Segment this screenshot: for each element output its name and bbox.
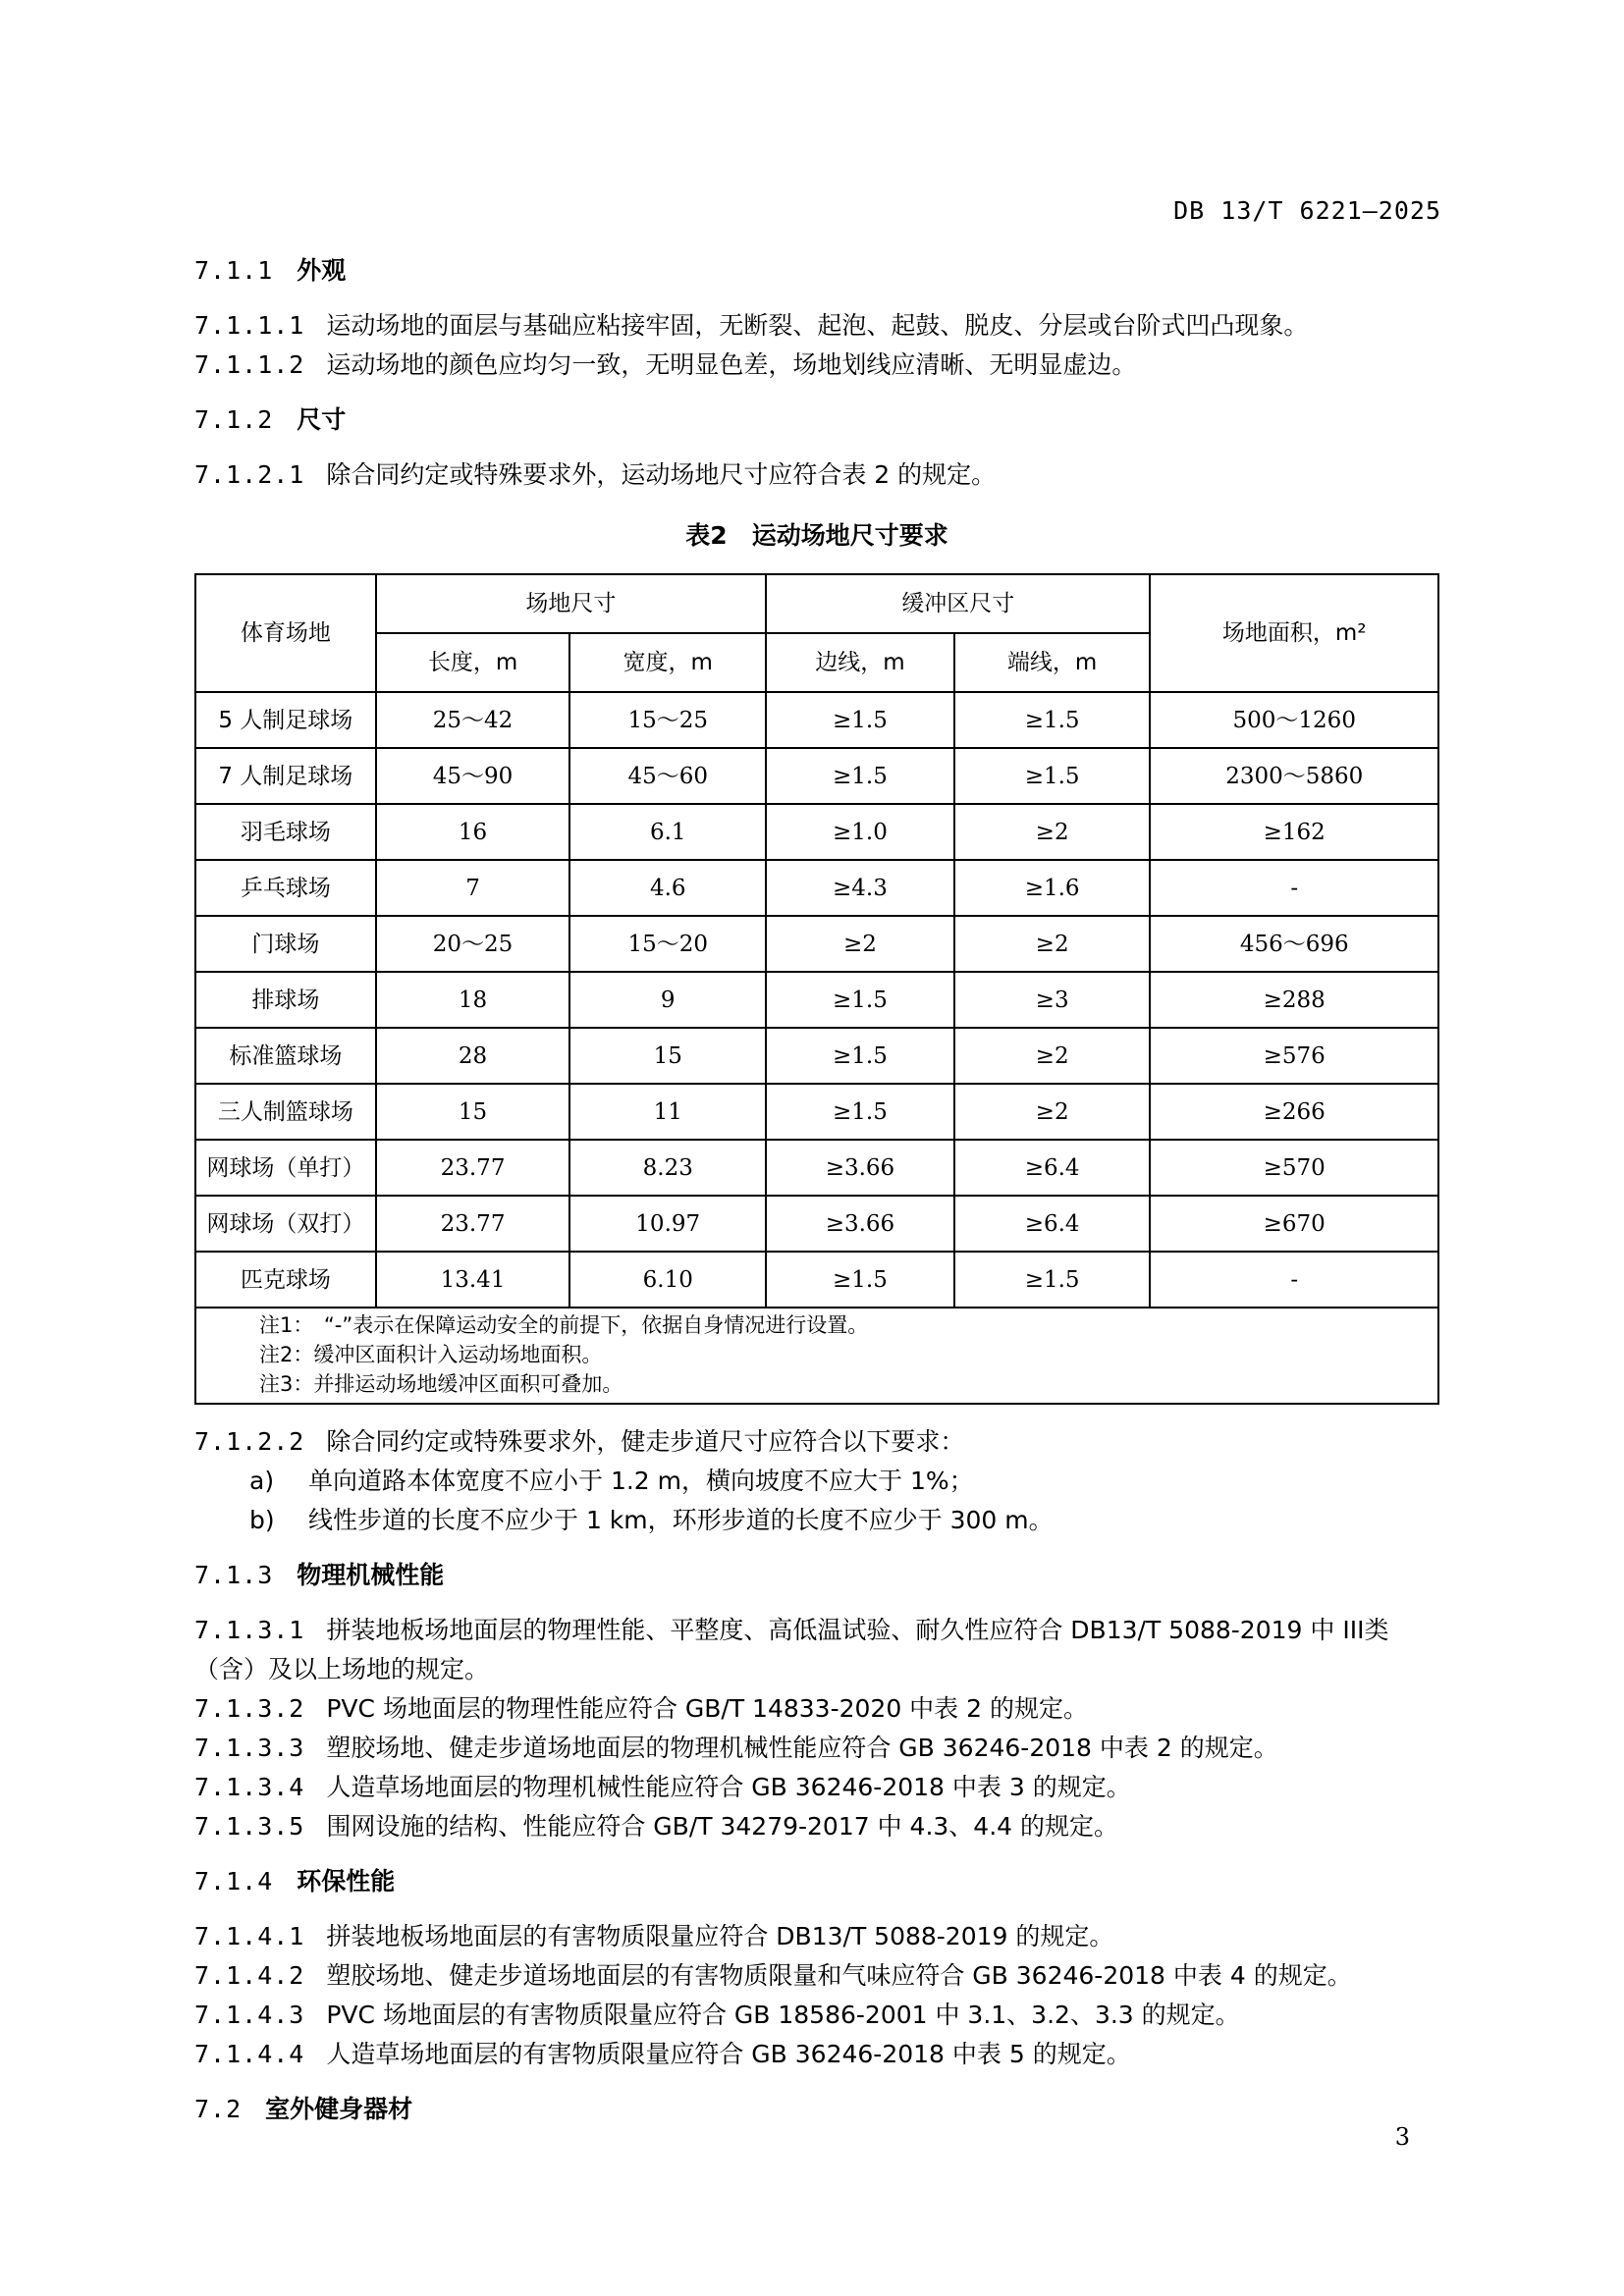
clause-text: PVC 场地面层的物理性能应符合 GB/T 14833-2020 中表 2 的规定。 — [326, 1694, 1088, 1723]
venue-cell: 标准篮球场 — [195, 1028, 376, 1084]
header-length: 长度，m — [376, 633, 570, 692]
sideline-cell: ≥1.5 — [766, 748, 954, 804]
section-number: 7.2 — [194, 2095, 243, 2123]
endline-cell: ≥1.5 — [954, 748, 1151, 804]
clause-number: 7.1.4.4 — [194, 2040, 305, 2068]
width-cell: 15～25 — [569, 692, 766, 748]
table-note: 注3：并排运动场地缓冲区面积可叠加。 — [259, 1372, 623, 1396]
clause-text: 除合同约定或特殊要求外，运动场地尺寸应符合表 2 的规定。 — [326, 460, 997, 489]
venue-cell: 门球场 — [195, 916, 376, 972]
header-sideline: 边线，m — [766, 633, 954, 692]
table-row — [195, 916, 1438, 972]
length-cell: 28 — [376, 1028, 570, 1084]
width-cell: 6.10 — [569, 1252, 766, 1308]
header-buffer-size: 缓冲区尺寸 — [766, 574, 1150, 633]
list-marker: b) — [249, 1506, 275, 1534]
area-cell: ≥670 — [1150, 1196, 1438, 1252]
area-cell: 2300～5860 — [1150, 748, 1438, 804]
clause-7-1-3-5 — [194, 1807, 1439, 1846]
table-row — [195, 1140, 1438, 1196]
header-venue: 体育场地 — [195, 574, 376, 692]
clause-text: 拼装地板场地面层的有害物质限量应符合 DB13/T 5088-2019 的规定。 — [326, 1922, 1114, 1950]
endline-cell: ≥6.4 — [954, 1140, 1151, 1196]
width-cell: 45～60 — [569, 748, 766, 804]
clause-text: 运动场地的面层与基础应粘接牢固，无断裂、起泡、起鼓、脱皮、分层或台阶式凹凸现象。 — [326, 311, 1309, 340]
sideline-cell: ≥3.66 — [766, 1196, 954, 1252]
endline-cell: ≥2 — [954, 1028, 1151, 1084]
venue-size-table — [194, 573, 1439, 1405]
section-heading-7-1-4 — [194, 1862, 1439, 1901]
width-cell: 9 — [569, 972, 766, 1028]
sideline-cell: ≥1.5 — [766, 1252, 954, 1308]
width-cell: 11 — [569, 1084, 766, 1140]
length-cell: 23.77 — [376, 1196, 570, 1252]
clause-7-1-2-1 — [194, 455, 1439, 495]
section-title: 物理机械性能 — [297, 1561, 445, 1589]
venue-cell: 乒乓球场 — [195, 860, 376, 916]
table-notes — [195, 1308, 1438, 1404]
table-note: 注1： “-”表示在保障运动安全的前提下，依据自身情况进行设置。 — [259, 1313, 869, 1337]
clause-text: 除合同约定或特殊要求外，健走步道尺寸应符合以下要求： — [326, 1427, 965, 1456]
clause-number: 7.1.4.2 — [194, 1961, 305, 1990]
clause-7-1-4-3 — [194, 1996, 1439, 2035]
document-body — [194, 251, 1439, 2145]
table-row — [195, 748, 1438, 804]
table-row — [195, 1028, 1438, 1084]
area-cell: ≥576 — [1150, 1028, 1438, 1084]
clause-7-1-3-4 — [194, 1768, 1439, 1807]
clause-text: 塑胶场地、健走步道场地面层的物理机械性能应符合 GB 36246-2018 中表 2 的规定。 — [326, 1734, 1278, 1762]
length-cell: 20～25 — [376, 916, 570, 972]
table-row — [195, 692, 1438, 748]
clause-text: 人造草场地面层的物理机械性能应符合 GB 36246-2018 中表 3 的规定。 — [326, 1773, 1131, 1801]
width-cell: 4.6 — [569, 860, 766, 916]
table-note: 注2：缓冲区面积计入运动场地面积。 — [259, 1343, 603, 1366]
list-text: 线性步道的长度不应少于 1 km，环形步道的长度不应少于 300 m。 — [308, 1506, 1054, 1534]
clause-text: 运动场地的颜色应均匀一致，无明显色差，场地划线应清晰、无明显虚边。 — [326, 350, 1137, 379]
clause-7-1-3-3 — [194, 1729, 1439, 1768]
length-cell: 15 — [376, 1084, 570, 1140]
section-title: 室外健身器材 — [265, 2095, 413, 2123]
sideline-cell: ≥4.3 — [766, 860, 954, 916]
section-number: 7.1.3 — [194, 1561, 274, 1589]
venue-cell: 网球场（单打） — [195, 1140, 376, 1196]
clause-text: 围网设施的结构、性能应符合 GB/T 34279-2017 中 4.3、4.4 的规定。 — [326, 1812, 1119, 1841]
list-item-b — [194, 1501, 1439, 1540]
sideline-cell: ≥1.5 — [766, 692, 954, 748]
clause-text: 拼装地板场地面层的物理性能、平整度、高低温试验、耐久性应符合 DB13/T 5088-2019 中 III类（含）及以上场地的规定。 — [194, 1616, 1389, 1683]
endline-cell: ≥2 — [954, 916, 1151, 972]
clause-number: 7.1.4.3 — [194, 2001, 305, 2029]
clause-number: 7.1.2.1 — [194, 460, 305, 489]
section-heading-7-1-3 — [194, 1556, 1439, 1595]
clause-7-1-1-2 — [194, 346, 1439, 385]
header-field-size: 场地尺寸 — [376, 574, 766, 633]
length-cell: 18 — [376, 972, 570, 1028]
clause-7-1-2-2 — [194, 1422, 1439, 1462]
clause-text: 人造草场地面层的有害物质限量应符合 GB 36246-2018 中表 5 的规定。 — [326, 2040, 1131, 2068]
area-cell: ≥266 — [1150, 1084, 1438, 1140]
clause-text: PVC 场地面层的有害物质限量应符合 GB 18586-2001 中 3.1、3.2、3.3 的规定。 — [326, 2001, 1240, 2029]
area-cell: 500～1260 — [1150, 692, 1438, 748]
length-cell: 13.41 — [376, 1252, 570, 1308]
clause-number: 7.1.3.2 — [194, 1694, 305, 1723]
clause-number: 7.1.4.1 — [194, 1922, 305, 1950]
width-cell: 15 — [569, 1028, 766, 1084]
length-cell: 45～90 — [376, 748, 570, 804]
endline-cell: ≥3 — [954, 972, 1151, 1028]
clause-number: 7.1.2.2 — [194, 1427, 305, 1456]
length-cell: 7 — [376, 860, 570, 916]
clause-7-1-4-2 — [194, 1956, 1439, 1996]
length-cell: 23.77 — [376, 1140, 570, 1196]
sideline-cell: ≥2 — [766, 916, 954, 972]
clause-7-1-3-2 — [194, 1689, 1439, 1729]
area-cell: ≥570 — [1150, 1140, 1438, 1196]
table-row — [195, 972, 1438, 1028]
table-row — [195, 1252, 1438, 1308]
clause-7-1-4-4 — [194, 2035, 1439, 2074]
section-title: 尺寸 — [297, 405, 347, 434]
endline-cell: ≥6.4 — [954, 1196, 1151, 1252]
table-row — [195, 860, 1438, 916]
clause-7-1-1-1 — [194, 306, 1439, 346]
endline-cell: ≥1.6 — [954, 860, 1151, 916]
header-area: 场地面积，m² — [1150, 574, 1438, 692]
clause-text: 塑胶场地、健走步道场地面层的有害物质限量和气味应符合 GB 36246-2018 中表 4 的规定。 — [326, 1961, 1352, 1990]
section-heading-7-2 — [194, 2090, 1439, 2129]
clause-7-1-4-1 — [194, 1917, 1439, 1956]
header-endline: 端线，m — [954, 633, 1151, 692]
table-row — [195, 804, 1438, 860]
area-cell: 456～696 — [1150, 916, 1438, 972]
area-cell: - — [1150, 860, 1438, 916]
clause-number: 7.1.1.1 — [194, 311, 305, 340]
section-number: 7.1.1 — [194, 256, 274, 285]
clause-number: 7.1.3.4 — [194, 1773, 305, 1801]
venue-cell: 排球场 — [195, 972, 376, 1028]
header-width: 宽度，m — [569, 633, 766, 692]
venue-cell: 网球场（双打） — [195, 1196, 376, 1252]
area-cell: - — [1150, 1252, 1438, 1308]
sideline-cell: ≥1.5 — [766, 1084, 954, 1140]
area-cell: ≥288 — [1150, 972, 1438, 1028]
table-header-row — [195, 574, 1438, 633]
venue-cell: 羽毛球场 — [195, 804, 376, 860]
document-code: DB 13/T 6221—2025 — [1173, 196, 1441, 225]
section-title: 外观 — [297, 256, 347, 285]
clause-7-1-3-1 — [194, 1611, 1439, 1689]
list-text: 单向道路本体宽度不应小于 1.2 m，横向坡度不应大于 1%； — [308, 1467, 974, 1495]
section-title: 环保性能 — [297, 1867, 396, 1896]
section-heading-7-1-2 — [194, 400, 1439, 440]
venue-cell: 匹克球场 — [195, 1252, 376, 1308]
length-cell: 16 — [376, 804, 570, 860]
venue-cell: 三人制篮球场 — [195, 1084, 376, 1140]
clause-number: 7.1.3.1 — [194, 1616, 305, 1644]
area-cell: ≥162 — [1150, 804, 1438, 860]
length-cell: 25～42 — [376, 692, 570, 748]
endline-cell: ≥1.5 — [954, 1252, 1151, 1308]
section-heading-7-1-1 — [194, 251, 1439, 291]
sideline-cell: ≥1.0 — [766, 804, 954, 860]
page-number: 3 — [1394, 2123, 1410, 2151]
width-cell: 6.1 — [569, 804, 766, 860]
table-caption: 表2 运动场地尺寸要求 — [685, 521, 948, 550]
clause-number: 7.1.1.2 — [194, 350, 305, 379]
table-notes-row — [195, 1308, 1438, 1404]
clause-number: 7.1.3.3 — [194, 1734, 305, 1762]
sideline-cell: ≥1.5 — [766, 1028, 954, 1084]
sideline-cell: ≥3.66 — [766, 1140, 954, 1196]
sideline-cell: ≥1.5 — [766, 972, 954, 1028]
clause-number: 7.1.3.5 — [194, 1812, 305, 1841]
endline-cell: ≥2 — [954, 804, 1151, 860]
endline-cell: ≥1.5 — [954, 692, 1151, 748]
endline-cell: ≥2 — [954, 1084, 1151, 1140]
section-number: 7.1.2 — [194, 405, 274, 434]
venue-cell: 5 人制足球场 — [195, 692, 376, 748]
list-marker: a) — [249, 1467, 275, 1495]
list-item-a — [194, 1462, 1439, 1501]
width-cell: 8.23 — [569, 1140, 766, 1196]
width-cell: 10.97 — [569, 1196, 766, 1252]
width-cell: 15～20 — [569, 916, 766, 972]
venue-cell: 7 人制足球场 — [195, 748, 376, 804]
table-row — [195, 1196, 1438, 1252]
table-row — [195, 1084, 1438, 1140]
section-number: 7.1.4 — [194, 1867, 274, 1896]
